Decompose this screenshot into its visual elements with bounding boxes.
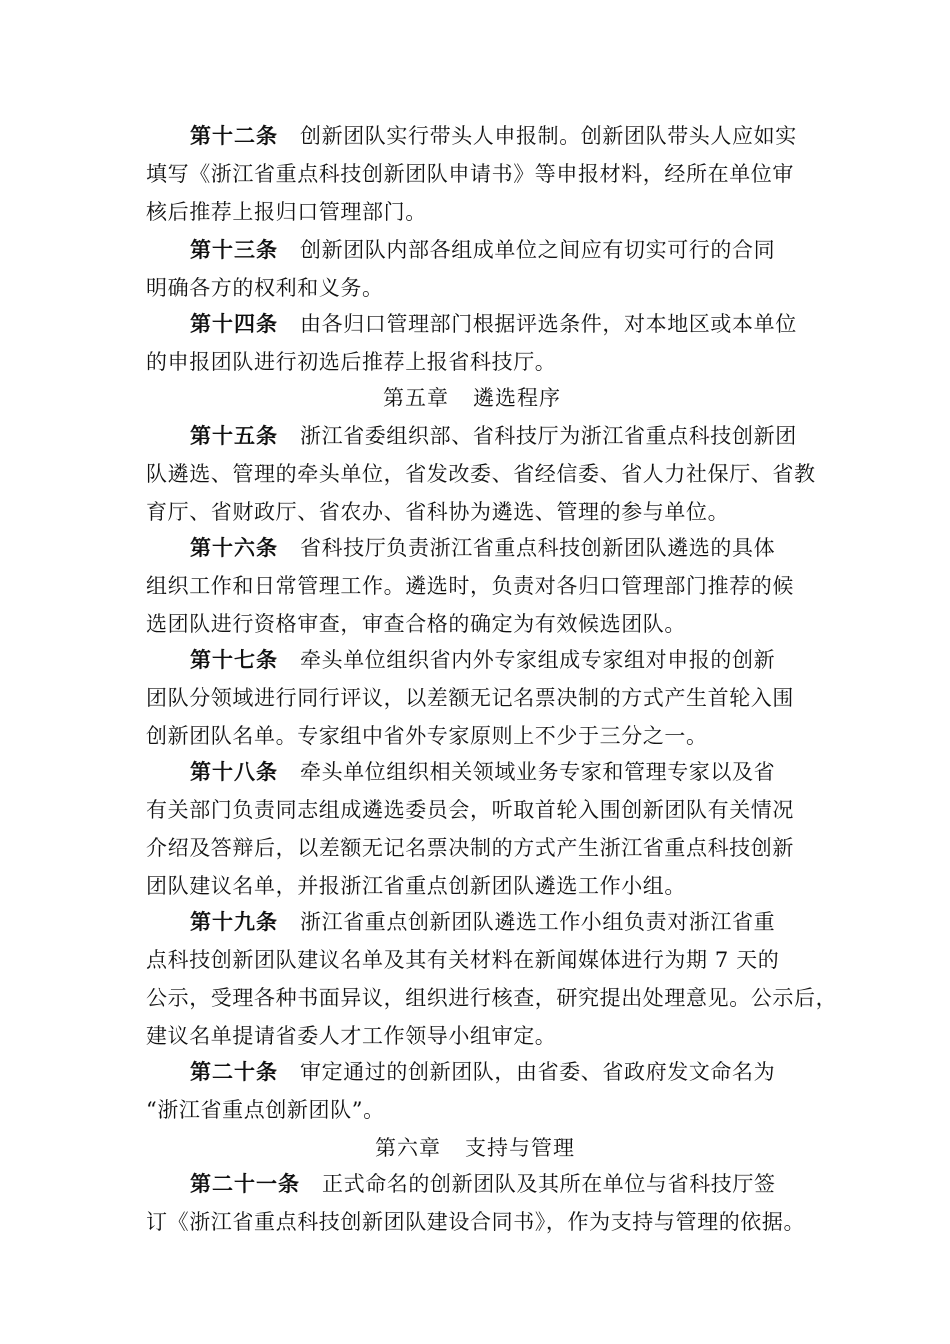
- article-text-line: 核后推荐上报归口管理部门。: [146, 200, 427, 224]
- article-label: 第十八条: [190, 760, 278, 784]
- chapter-title: 支持与管理: [465, 1136, 575, 1160]
- article-text-line: 队遴选、管理的牵头单位，省发改委、省经信委、省人力社保厅、省教: [146, 462, 816, 486]
- article-text: 由各归口管理部门根据评选条件，对本地区或本单位: [300, 312, 797, 336]
- article-text-line: 点科技创新团队建议名单及其有关材料在新闻媒体进行为期 7 天的: [146, 948, 780, 972]
- chapter-number: 第六章: [375, 1136, 441, 1160]
- article-text: 浙江省委组织部、省科技厅为浙江省重点科技创新团: [300, 424, 797, 448]
- article-first-line: [190, 752, 775, 792]
- article-first-line: [190, 230, 775, 270]
- article-text-line: “浙江省重点创新团队”。: [146, 1098, 385, 1122]
- article-text-line: 公示，受理各种书面异议，组织进行核查，研究提出处理意见。公示后，: [146, 986, 838, 1010]
- article-text-line: 创新团队名单。专家组中省外专家原则上不少于三分之一。: [146, 724, 708, 748]
- article-label: 第十二条: [190, 124, 278, 148]
- article-text: 审定通过的创新团队，由省委、省政府发文命名为: [300, 1060, 776, 1084]
- article-text-line: 育厅、省财政厅、省农办、省科协为遴选、管理的参与单位。: [146, 500, 730, 524]
- article-text-line: 的申报团队进行初选后推荐上报省科技厅。: [146, 350, 557, 374]
- article-text-line: 明确各方的权利和义务。: [146, 276, 384, 300]
- article-text: 创新团队内部各组成单位之间应有切实可行的合同: [300, 238, 776, 262]
- article-first-line: [190, 1164, 776, 1204]
- article-first-line: [190, 640, 775, 680]
- article-first-line: [190, 304, 797, 344]
- chapter-title: 遴选程序: [473, 386, 561, 410]
- article-first-line: [190, 902, 775, 942]
- article-text-line: 填写《浙江省重点科技创新团队申请书》等申报材料，经所在单位审: [146, 162, 794, 186]
- article-text-line: 团队分领域进行同行评议，以差额无记名票决制的方式产生首轮入围: [146, 686, 794, 710]
- article-first-line: [190, 528, 775, 568]
- article-label: 第十三条: [190, 238, 278, 262]
- article-text-line: 介绍及答辩后，以差额无记名票决制的方式产生浙江省重点科技创新: [146, 836, 794, 860]
- article-text-line: 建议名单提请省委人才工作领导小组审定。: [146, 1024, 557, 1048]
- article-text-line: 团队建议名单，并报浙江省重点创新团队遴选工作小组。: [146, 874, 686, 898]
- article-text-line: 选团队进行资格审查，审查合格的确定为有效候选团队。: [146, 612, 686, 636]
- chapter-heading: [375, 1128, 575, 1168]
- article-text: 省科技厅负责浙江省重点科技创新团队遴选的具体: [300, 536, 776, 560]
- article-text-line: 组织工作和日常管理工作。遴选时，负责对各归口管理部门推荐的候: [146, 574, 794, 598]
- article-text: 创新团队实行带头人申报制。创新团队带头人应如实: [300, 124, 797, 148]
- chapter-number: 第五章: [383, 386, 449, 410]
- article-label: 第十五条: [190, 424, 278, 448]
- chapter-heading: [383, 378, 561, 418]
- article-label: 第十七条: [190, 648, 278, 672]
- article-first-line: [190, 116, 797, 156]
- article-text: 牵头单位组织相关领域业务专家和管理专家以及省: [300, 760, 776, 784]
- article-label: 第十四条: [190, 312, 278, 336]
- article-label: 第二十一条: [190, 1172, 300, 1196]
- article-text: 浙江省重点创新团队遴选工作小组负责对浙江省重: [300, 910, 776, 934]
- article-label: 第十六条: [190, 536, 278, 560]
- article-label: 第十九条: [190, 910, 278, 934]
- article-label: 第二十条: [190, 1060, 278, 1084]
- article-text: 正式命名的创新团队及其所在单位与省科技厅签: [322, 1172, 776, 1196]
- article-first-line: [190, 1052, 775, 1092]
- article-text: 牵头单位组织省内外专家组成专家组对申报的创新: [300, 648, 776, 672]
- article-text-line: 有关部门负责同志组成遴选委员会，听取首轮入围创新团队有关情况: [146, 798, 794, 822]
- article-text-line: 订《浙江省重点科技创新团队建设合同书》，作为支持与管理的依据。: [146, 1210, 806, 1234]
- article-first-line: [190, 416, 797, 456]
